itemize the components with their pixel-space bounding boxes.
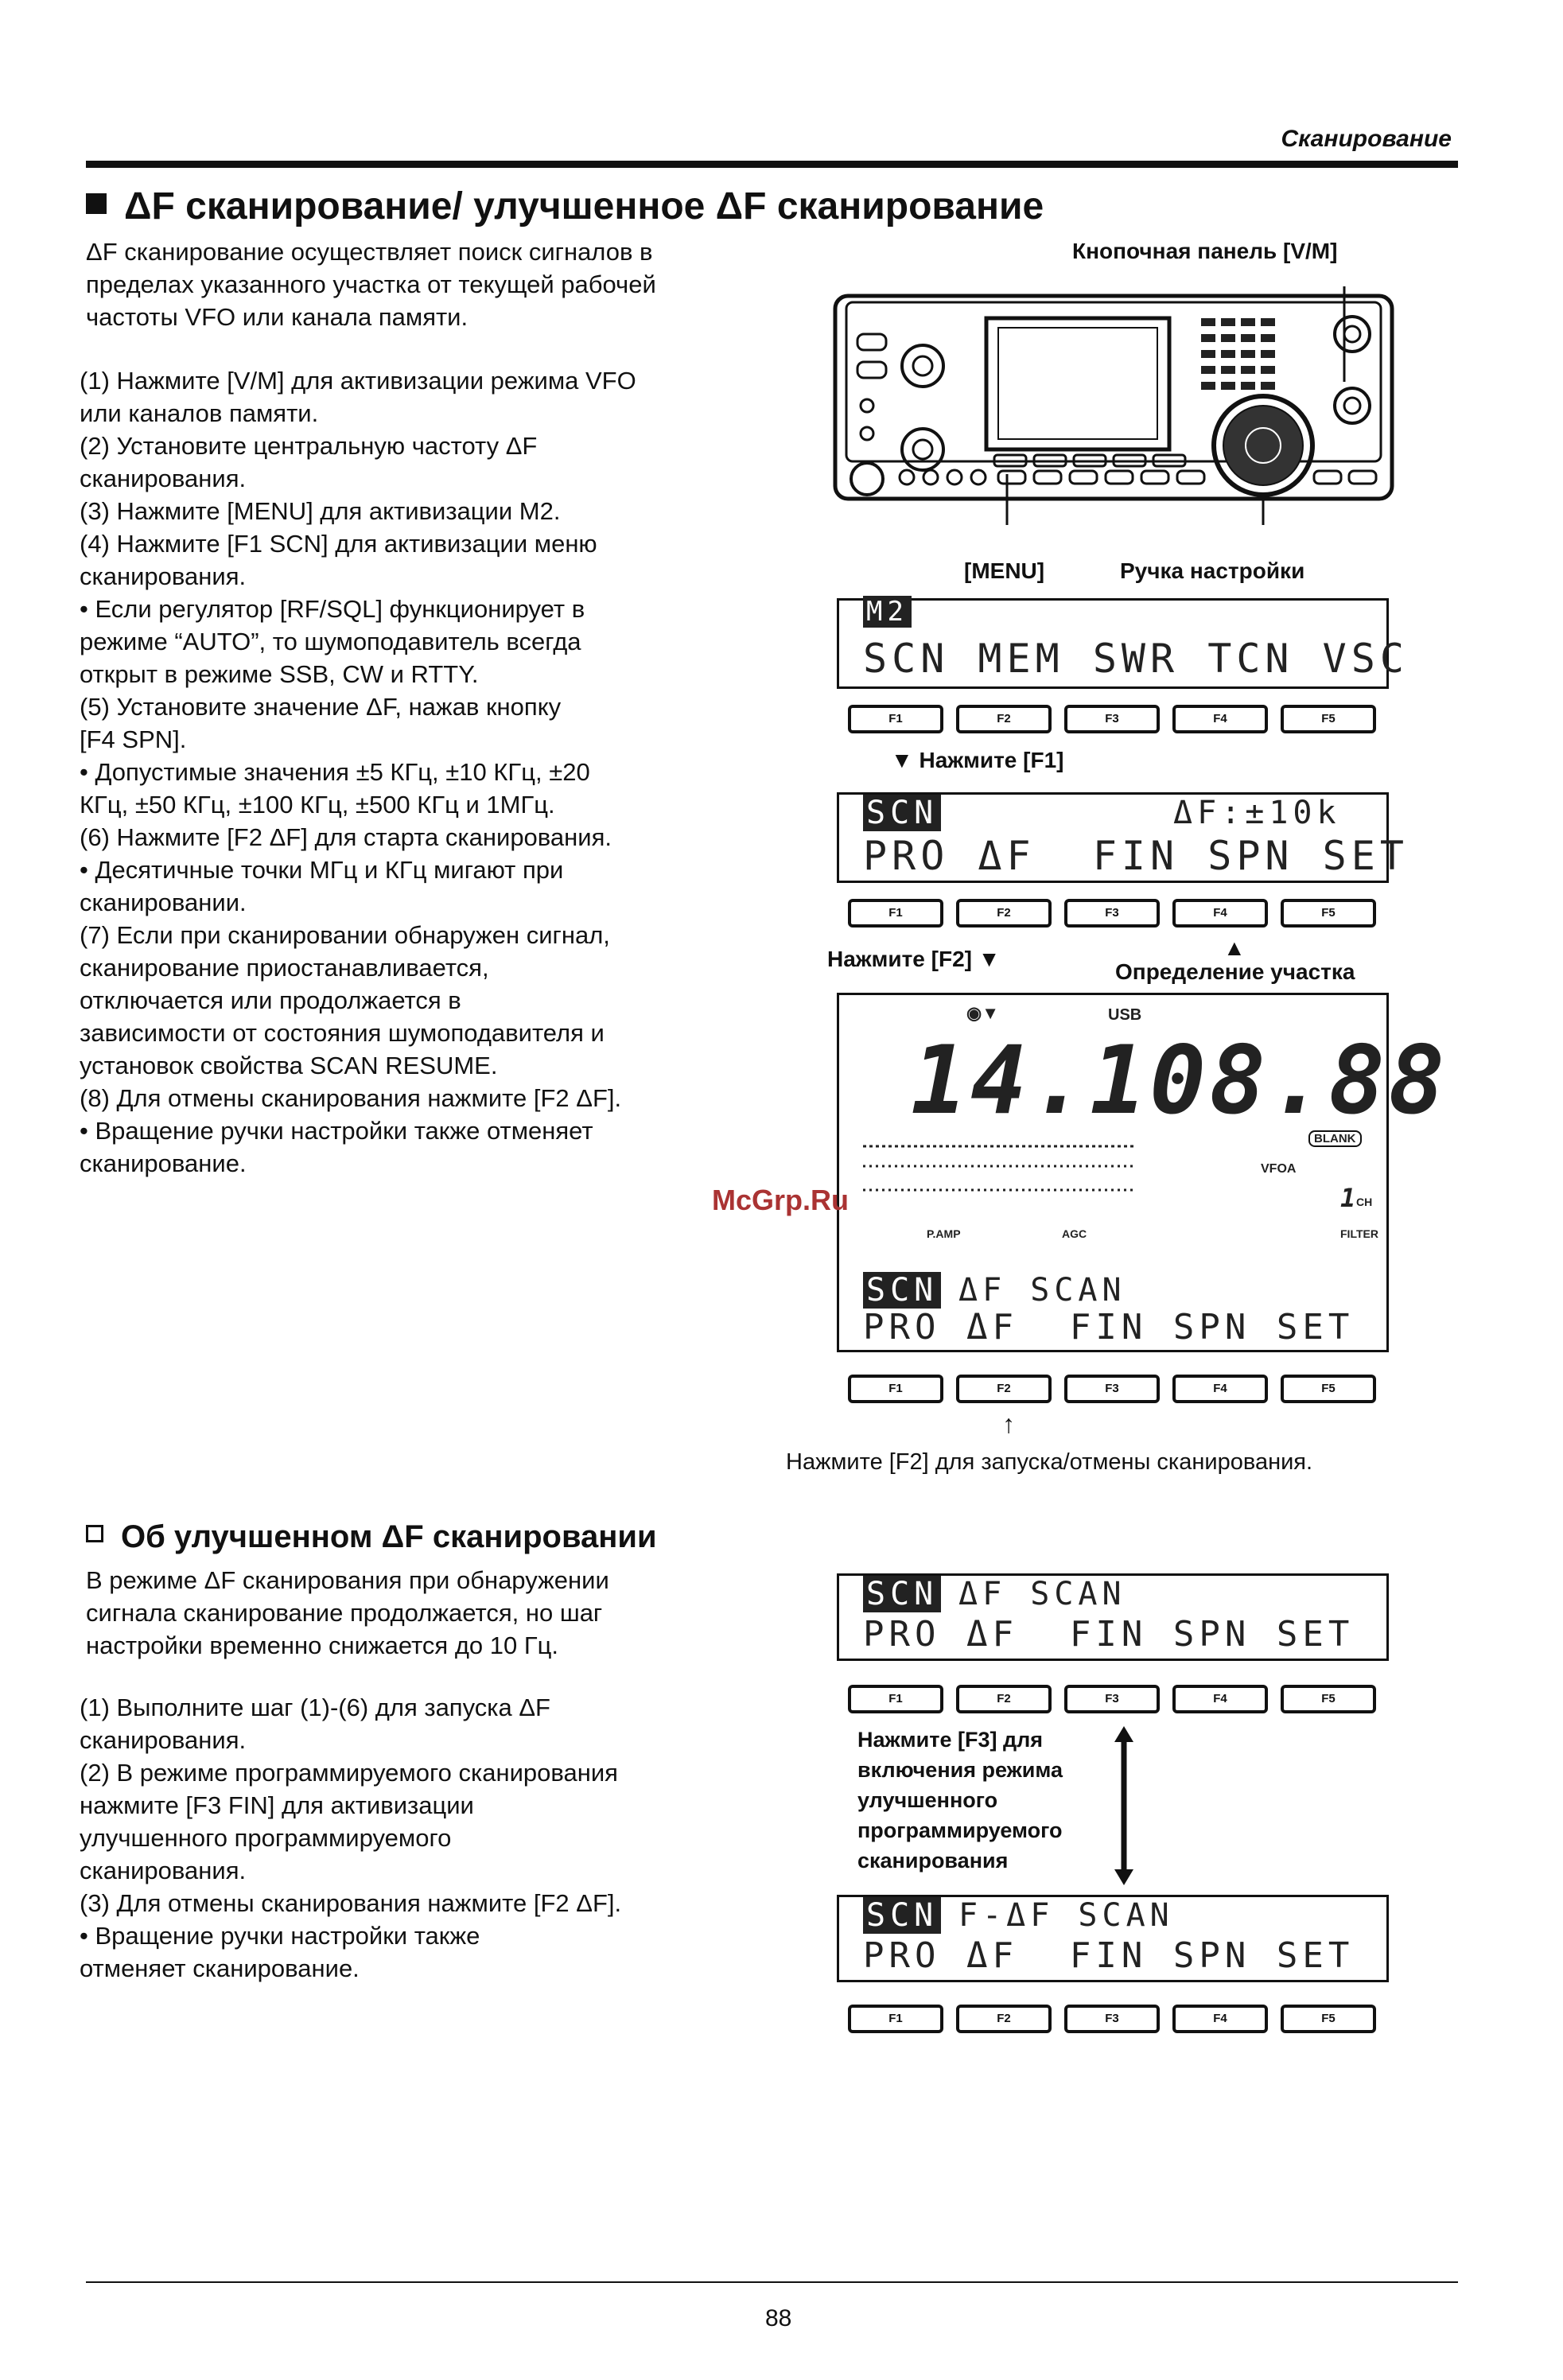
fkey-f2[interactable]: F2 (956, 1685, 1052, 1713)
steps-list (80, 364, 636, 1180)
step-line: (6) Нажмите [F2 ΔF] для старта сканирования. (80, 823, 612, 851)
filter-indicator: FILTER (1340, 1227, 1378, 1240)
fkey-f3[interactable]: F3 (1064, 2005, 1160, 2033)
square-bullet-icon (86, 193, 107, 214)
agc-indicator: AGC (1062, 1227, 1087, 1240)
blank-indicator: BLANK (1308, 1130, 1362, 1147)
lcd-fin-on (837, 1895, 1389, 1982)
lcd-row: PRO ΔF FIN SPN SET (863, 1307, 1355, 1348)
subsection-title-text: Об улучшенном ΔF сканировании (121, 1519, 657, 1554)
step-line: сканирование приостанавливается, (80, 954, 489, 982)
intro-paragraph (86, 235, 656, 333)
lcd-fin-off (837, 1573, 1389, 1661)
fkey-f4[interactable]: F4 (1172, 1685, 1268, 1713)
lcd-row: PRO ΔF FIN SPN SET (863, 833, 1409, 879)
step-line: (3) Нажмите [MENU] для активизации M2. (80, 497, 561, 525)
range-text: Определение участка (1115, 959, 1355, 984)
press-f3-line: включения режима (857, 1758, 1063, 1782)
fkey-f3[interactable]: F3 (1064, 899, 1160, 928)
step-line: режиме “AUTO”, то шумоподавитель всегда (80, 628, 581, 655)
channel-number: 1 (1340, 1183, 1356, 1213)
fkey-f5[interactable]: F5 (1281, 899, 1376, 928)
lcd-tag: SCN (863, 795, 941, 831)
lcd-row: SCN MEM SWR TCN VSC (863, 636, 1409, 682)
subsection-steps (80, 1691, 621, 1985)
step-line: [F4 SPN]. (80, 725, 187, 753)
intro-line: ΔF сканирование осуществляет поиск сигналов в (86, 238, 653, 266)
step-line: сканирования. (80, 1857, 247, 1884)
step-line: отключается или продолжается в (80, 986, 461, 1014)
intro-line: В режиме ΔF сканирования при обнаружении (86, 1566, 609, 1594)
subsection-title (86, 1519, 657, 1555)
running-header: Сканирование (1281, 126, 1452, 152)
fkey-f3[interactable]: F3 (1064, 1685, 1160, 1713)
channel-label: CH (1356, 1196, 1373, 1208)
fkey-f1[interactable]: F1 (848, 705, 943, 733)
hollow-square-bullet-icon (86, 1525, 103, 1542)
footer-rule (86, 2281, 1458, 2283)
intro-line: настройки временно снижается до 10 Гц. (86, 1631, 559, 1659)
fkey-f3[interactable]: F3 (1064, 1375, 1160, 1403)
step-line: • Если регулятор [RF/SQL] функционирует в (80, 595, 585, 623)
fkey-f1[interactable]: F1 (848, 899, 943, 928)
fkey-f5[interactable]: F5 (1281, 705, 1376, 733)
step-line: (2) В режиме программируемого сканирования (80, 1759, 618, 1787)
lcd-tag: M2 (863, 596, 912, 628)
range-label (1115, 935, 1355, 985)
press-f3-line: сканирования (857, 1849, 1009, 1872)
fkey-f4[interactable]: F4 (1172, 899, 1268, 928)
step-line: установок свойства SCAN RESUME. (80, 1052, 498, 1079)
press-f2-text: Нажмите [F2] (827, 947, 972, 971)
vfo-indicator: VFOA (1261, 1162, 1297, 1176)
pamp-indicator: P.AMP (927, 1227, 961, 1240)
lcd-row: PRO ΔF FIN SPN SET (863, 1935, 1355, 1976)
fkey-f5[interactable]: F5 (1281, 2005, 1376, 2033)
step-line: • Десятичные точки МГц и КГц мигают при (80, 856, 564, 884)
fkey-f1[interactable]: F1 (848, 1685, 943, 1713)
step-line: • Вращение ручки настройки также отменяет (80, 1117, 593, 1145)
press-f3-line: Нажмите [F3] для (857, 1728, 1044, 1752)
fkey-f4[interactable]: F4 (1172, 1375, 1268, 1403)
double-arrow-icon (1112, 1726, 1136, 1885)
step-line: КГц, ±50 КГц, ±100 КГц, ±500 КГц и 1МГц. (80, 791, 555, 819)
lcd-top-row: ΔF SCAN (958, 1272, 1126, 1309)
down-arrow-icon: ▼ (971, 947, 1001, 971)
step-line: (7) Если при сканировании обнаружен сигнал, (80, 921, 610, 949)
step-line: сканирование. (80, 1149, 247, 1177)
press-f2-bottom-label: Нажмите [F2] для запуска/отмены сканирования. (786, 1449, 1313, 1475)
watermark: McGrp.Ru (712, 1184, 850, 1216)
down-arrow-icon: ▼ (891, 748, 920, 772)
step-line: (1) Нажмите [V/M] для активизации режима VFO (80, 367, 636, 395)
step-line: сканирования. (80, 1726, 247, 1754)
step-line: (5) Установите значение ΔF, нажав кнопку (80, 693, 562, 721)
step-line: открыт в режиме SSB, CW и RTTY. (80, 660, 479, 688)
press-f1-text: Нажмите [F1] (919, 748, 1064, 772)
press-f3-line: программируемого (857, 1818, 1063, 1842)
page-number: 88 (765, 2305, 792, 2331)
step-line: • Допустимые значения ±5 КГц, ±10 КГц, ±20 (80, 758, 590, 786)
press-f3-line: улучшенного (857, 1788, 998, 1812)
step-line: отменяет сканирование. (80, 1954, 360, 1982)
section-title (86, 185, 1044, 228)
press-f2-label (827, 947, 1000, 972)
step-line: (1) Выполните шаг (1)-(6) для запуска ΔF (80, 1694, 550, 1721)
fkey-f3[interactable]: F3 (1064, 705, 1160, 733)
step-line: сканирования. (80, 465, 247, 492)
lcd-top-row: ΔF SCAN (958, 1576, 1126, 1612)
fkey-f1[interactable]: F1 (848, 1375, 943, 1403)
up-arrow-icon: ↑ (1002, 1410, 1015, 1438)
section-title-text: ΔF сканирование/ улучшенное ΔF сканирование (124, 185, 1044, 228)
subsection-intro (86, 1564, 609, 1662)
intro-line: частоты VFO или канала памяти. (86, 303, 469, 331)
lcd-tag: SCN (863, 1272, 941, 1309)
frequency-readout: 14.108.88 (911, 1025, 1448, 1135)
fkey-f2[interactable]: F2 (956, 899, 1052, 928)
step-line: улучшенного программируемого (80, 1824, 452, 1852)
lcd-row: PRO ΔF FIN SPN SET (863, 1614, 1355, 1655)
header-rule (86, 161, 1458, 168)
step-line: (2) Установите центральную частоту ΔF (80, 432, 538, 460)
lcd-scan-menu (837, 792, 1409, 883)
fkey-f2[interactable]: F2 (956, 705, 1052, 733)
knob-label: Ручка настройки (1120, 558, 1305, 583)
step-line: зависимости от состояния шумоподавителя и (80, 1019, 605, 1047)
step-line: (4) Нажмите [F1 SCN] для активизации меню (80, 530, 597, 558)
lcd-top-row: F-ΔF SCAN (958, 1897, 1174, 1934)
press-f1-label (891, 748, 1063, 773)
lcd-top-row: ΔF:±10k (1173, 795, 1341, 831)
mode-indicator: USB (1108, 1006, 1142, 1024)
fkey-f1[interactable]: F1 (848, 2005, 943, 2033)
transceiver-front-panel (827, 286, 1400, 525)
fkey-f5[interactable]: F5 (1281, 1375, 1376, 1403)
step-line: сканирования. (80, 562, 247, 590)
menu-label: [MENU] (964, 558, 1045, 583)
step-line: (3) Для отмены сканирования нажмите [F2 ΔF]. (80, 1889, 622, 1917)
fkey-f4[interactable]: F4 (1172, 705, 1268, 733)
lcd-m2-menu (837, 596, 1409, 689)
step-line: или каналов памяти. (80, 399, 319, 427)
lcd-main-display (837, 993, 1448, 1352)
press-f3-label (857, 1725, 1063, 1876)
lcd-tag: SCN (863, 1897, 941, 1934)
s-meter-scale (863, 1130, 1149, 1202)
step-line: нажмите [F3 FIN] для активизации (80, 1791, 474, 1819)
fkey-f2[interactable]: F2 (956, 2005, 1052, 2033)
lcd-tag: SCN (863, 1576, 941, 1612)
intro-line: пределах указанного участка от текущей рабочей (86, 270, 656, 298)
keypad-label: Кнопочная панель [V/M] (1072, 239, 1338, 263)
fkey-f2[interactable]: F2 (956, 1375, 1052, 1403)
fkey-f4[interactable]: F4 (1172, 2005, 1268, 2033)
up-arrow-icon: ▲ (1223, 935, 1246, 960)
step-line: (8) Для отмены сканирования нажмите [F2 ΔF]. (80, 1084, 622, 1112)
intro-line: сигнала сканирование продолжается, но шаг (86, 1599, 603, 1627)
step-line: сканировании. (80, 889, 247, 916)
step-line: • Вращение ручки настройки также (80, 1922, 480, 1950)
fkey-f5[interactable]: F5 (1281, 1685, 1376, 1713)
tx-rx-icon: ◉▼ (966, 1003, 999, 1023)
